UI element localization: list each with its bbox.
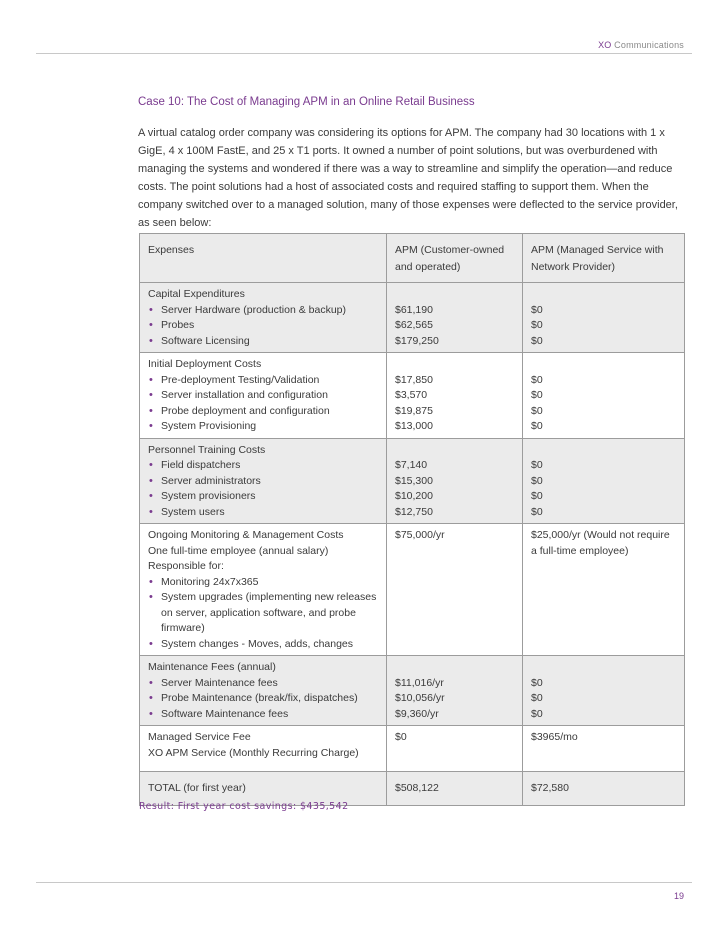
bullet-icon: •: [149, 707, 153, 720]
value: $19,875: [395, 404, 433, 417]
value: $0: [395, 731, 407, 743]
value: $179,250: [395, 334, 439, 347]
list-item: • Probes: [148, 318, 378, 334]
running-header: [598, 40, 684, 50]
intro-paragraph: A virtual catalog order company was considering its options for APM. The company had 30 locations with 1 x GigE, 4 x 100M FastE, and 25 x T1 ports. It owned a number of point solutions, but was overburdened with managing the systems and wondered if there was a way to streamline and simplify the operation—and reduce costs. The point solutions had a host of associated costs and required staffing to support them. When the company switched over to a managed solution, many of those expenses were deflected to the service provider, as seen below:: [138, 127, 678, 229]
table-row: [140, 726, 685, 772]
table-row: [140, 353, 685, 439]
value: $0: [531, 389, 543, 401]
customer-owned-cell: [387, 656, 523, 726]
value: $75,000/yr: [395, 529, 445, 541]
value: $0: [531, 692, 543, 704]
company-name: Communications: [614, 40, 684, 50]
value: $10,200: [395, 490, 433, 502]
table-row-total: [140, 772, 685, 806]
value: $0: [531, 676, 543, 689]
value: $11,016/yr: [395, 676, 444, 689]
expense-title: Maintenance Fees (annual): [148, 661, 276, 673]
value: $25,000/yr (Would not require a full-time employee): [531, 529, 670, 557]
list-item: • System changes - Moves, adds, changes: [148, 637, 378, 653]
bullet-icon: •: [149, 637, 153, 650]
value: $0: [531, 505, 543, 518]
bullet-icon: •: [149, 303, 153, 316]
expense-cell: [140, 656, 387, 726]
value: $3,570: [395, 389, 428, 401]
managed-service-cell: [523, 438, 685, 524]
list-item: • Server Maintenance fees: [148, 676, 378, 692]
cost-comparison-table: [139, 233, 685, 806]
list-item: • Monitoring 24x7x365: [148, 575, 378, 591]
bullet-icon: •: [149, 505, 153, 518]
managed-service-cell: [523, 353, 685, 439]
customer-owned-cell: [387, 524, 523, 656]
value: $508,122: [395, 782, 439, 794]
list-item: • Probe deployment and configuration: [148, 404, 378, 420]
list-item: • Server administrators: [148, 474, 378, 490]
value: $3965/mo: [531, 731, 578, 743]
value: $0: [531, 319, 543, 331]
expense-items: [148, 373, 378, 435]
value: $0: [531, 373, 543, 386]
value: $61,190: [395, 303, 433, 316]
expense-title: Initial Deployment Costs: [148, 358, 262, 370]
expense-line: XO APM Service (Monthly Recurring Charge): [148, 746, 359, 759]
header-expenses: Expenses: [140, 234, 387, 283]
expense-cell: [140, 283, 387, 353]
brand-name: XO: [598, 40, 612, 50]
table-header-row: [140, 234, 685, 283]
expense-cell: [140, 438, 387, 524]
value: $0: [531, 474, 543, 487]
bullet-icon: •: [149, 575, 153, 588]
expense-cell: [140, 353, 387, 439]
table-row: [140, 438, 685, 524]
table-row: [140, 656, 685, 726]
customer-owned-cell: [387, 283, 523, 353]
bullet-icon: •: [149, 319, 153, 331]
expense-line: Responsible for:: [148, 560, 224, 572]
list-item: • Probe Maintenance (break/fix, dispatches): [148, 691, 378, 707]
managed-service-cell: [523, 772, 685, 806]
value: $0: [531, 707, 543, 720]
value: $10,056/yr: [395, 692, 445, 704]
list-item: • Software Licensing: [148, 334, 378, 350]
result-text: Result: First year cost savings: $435,542: [139, 801, 349, 812]
value: $0: [531, 459, 543, 471]
bullet-icon: •: [149, 591, 153, 603]
expense-title: Ongoing Monitoring & Management Costs: [148, 529, 344, 541]
case-title: Case 10: The Cost of Managing APM in an Online Retail Business: [138, 96, 475, 108]
value: $0: [531, 334, 543, 347]
list-item: • System Provisioning: [148, 419, 378, 435]
value: $62,565: [395, 319, 433, 331]
table-row: [140, 283, 685, 353]
expense-items: [148, 458, 378, 520]
header-rule: [36, 53, 692, 54]
list-item: • System provisioners: [148, 489, 378, 505]
expense-title: Managed Service Fee: [148, 731, 251, 743]
managed-service-cell: [523, 283, 685, 353]
customer-owned-cell: [387, 772, 523, 806]
bullet-icon: •: [149, 389, 153, 401]
bullet-icon: •: [149, 373, 153, 386]
page-number: 19: [673, 891, 684, 901]
expense-title: TOTAL (for first year): [148, 782, 246, 794]
expense-cell: [140, 524, 387, 656]
list-item: • Software Maintenance fees: [148, 707, 378, 723]
expense-items: [148, 575, 378, 653]
expense-items: [148, 676, 378, 723]
footer-rule: [36, 882, 692, 883]
list-item: • Server Hardware (production & backup): [148, 303, 378, 319]
expense-cell: [140, 726, 387, 772]
bullet-icon: •: [149, 459, 153, 471]
header-customer-owned: APM (Customer-owned and operated): [387, 234, 523, 283]
customer-owned-cell: [387, 353, 523, 439]
value: $0: [531, 490, 543, 502]
expense-title: Capital Expenditures: [148, 288, 245, 300]
list-item: • Field dispatchers: [148, 458, 378, 474]
value: $7,140: [395, 459, 428, 471]
managed-service-cell: [523, 726, 685, 772]
bullet-icon: •: [149, 474, 153, 487]
table-row: [140, 524, 685, 656]
value: $15,300: [395, 474, 433, 487]
list-item: • System upgrades (implementing new releases on server, application software, and probe firmware): [149, 591, 377, 634]
expense-cell: [140, 772, 387, 806]
managed-service-cell: [523, 524, 685, 656]
customer-owned-cell: [387, 726, 523, 772]
managed-service-cell: [523, 656, 685, 726]
expense-line: One full-time employee (annual salary): [148, 544, 329, 557]
value: $13,000: [395, 420, 433, 432]
list-item: • Pre-deployment Testing/Validation: [148, 373, 378, 389]
expense-title: Personnel Training Costs: [148, 443, 266, 456]
value: $0: [531, 303, 543, 316]
bullet-icon: •: [149, 692, 153, 704]
bullet-icon: •: [149, 676, 153, 689]
value: $12,750: [395, 505, 433, 518]
value: $72,580: [531, 782, 569, 794]
value: $9,360/yr: [395, 707, 439, 720]
expense-items: [148, 303, 378, 350]
value: $17,850: [395, 373, 433, 386]
header-managed-service: APM (Managed Service with Network Provider): [523, 234, 685, 283]
customer-owned-cell: [387, 438, 523, 524]
bullet-icon: •: [149, 334, 153, 347]
value: $0: [531, 420, 543, 432]
bullet-icon: •: [149, 420, 153, 432]
list-item: • System users: [148, 505, 378, 521]
bullet-icon: •: [149, 490, 153, 502]
value: $0: [531, 404, 543, 417]
bullet-icon: •: [149, 404, 153, 417]
list-item: • Server installation and configuration: [148, 388, 378, 404]
